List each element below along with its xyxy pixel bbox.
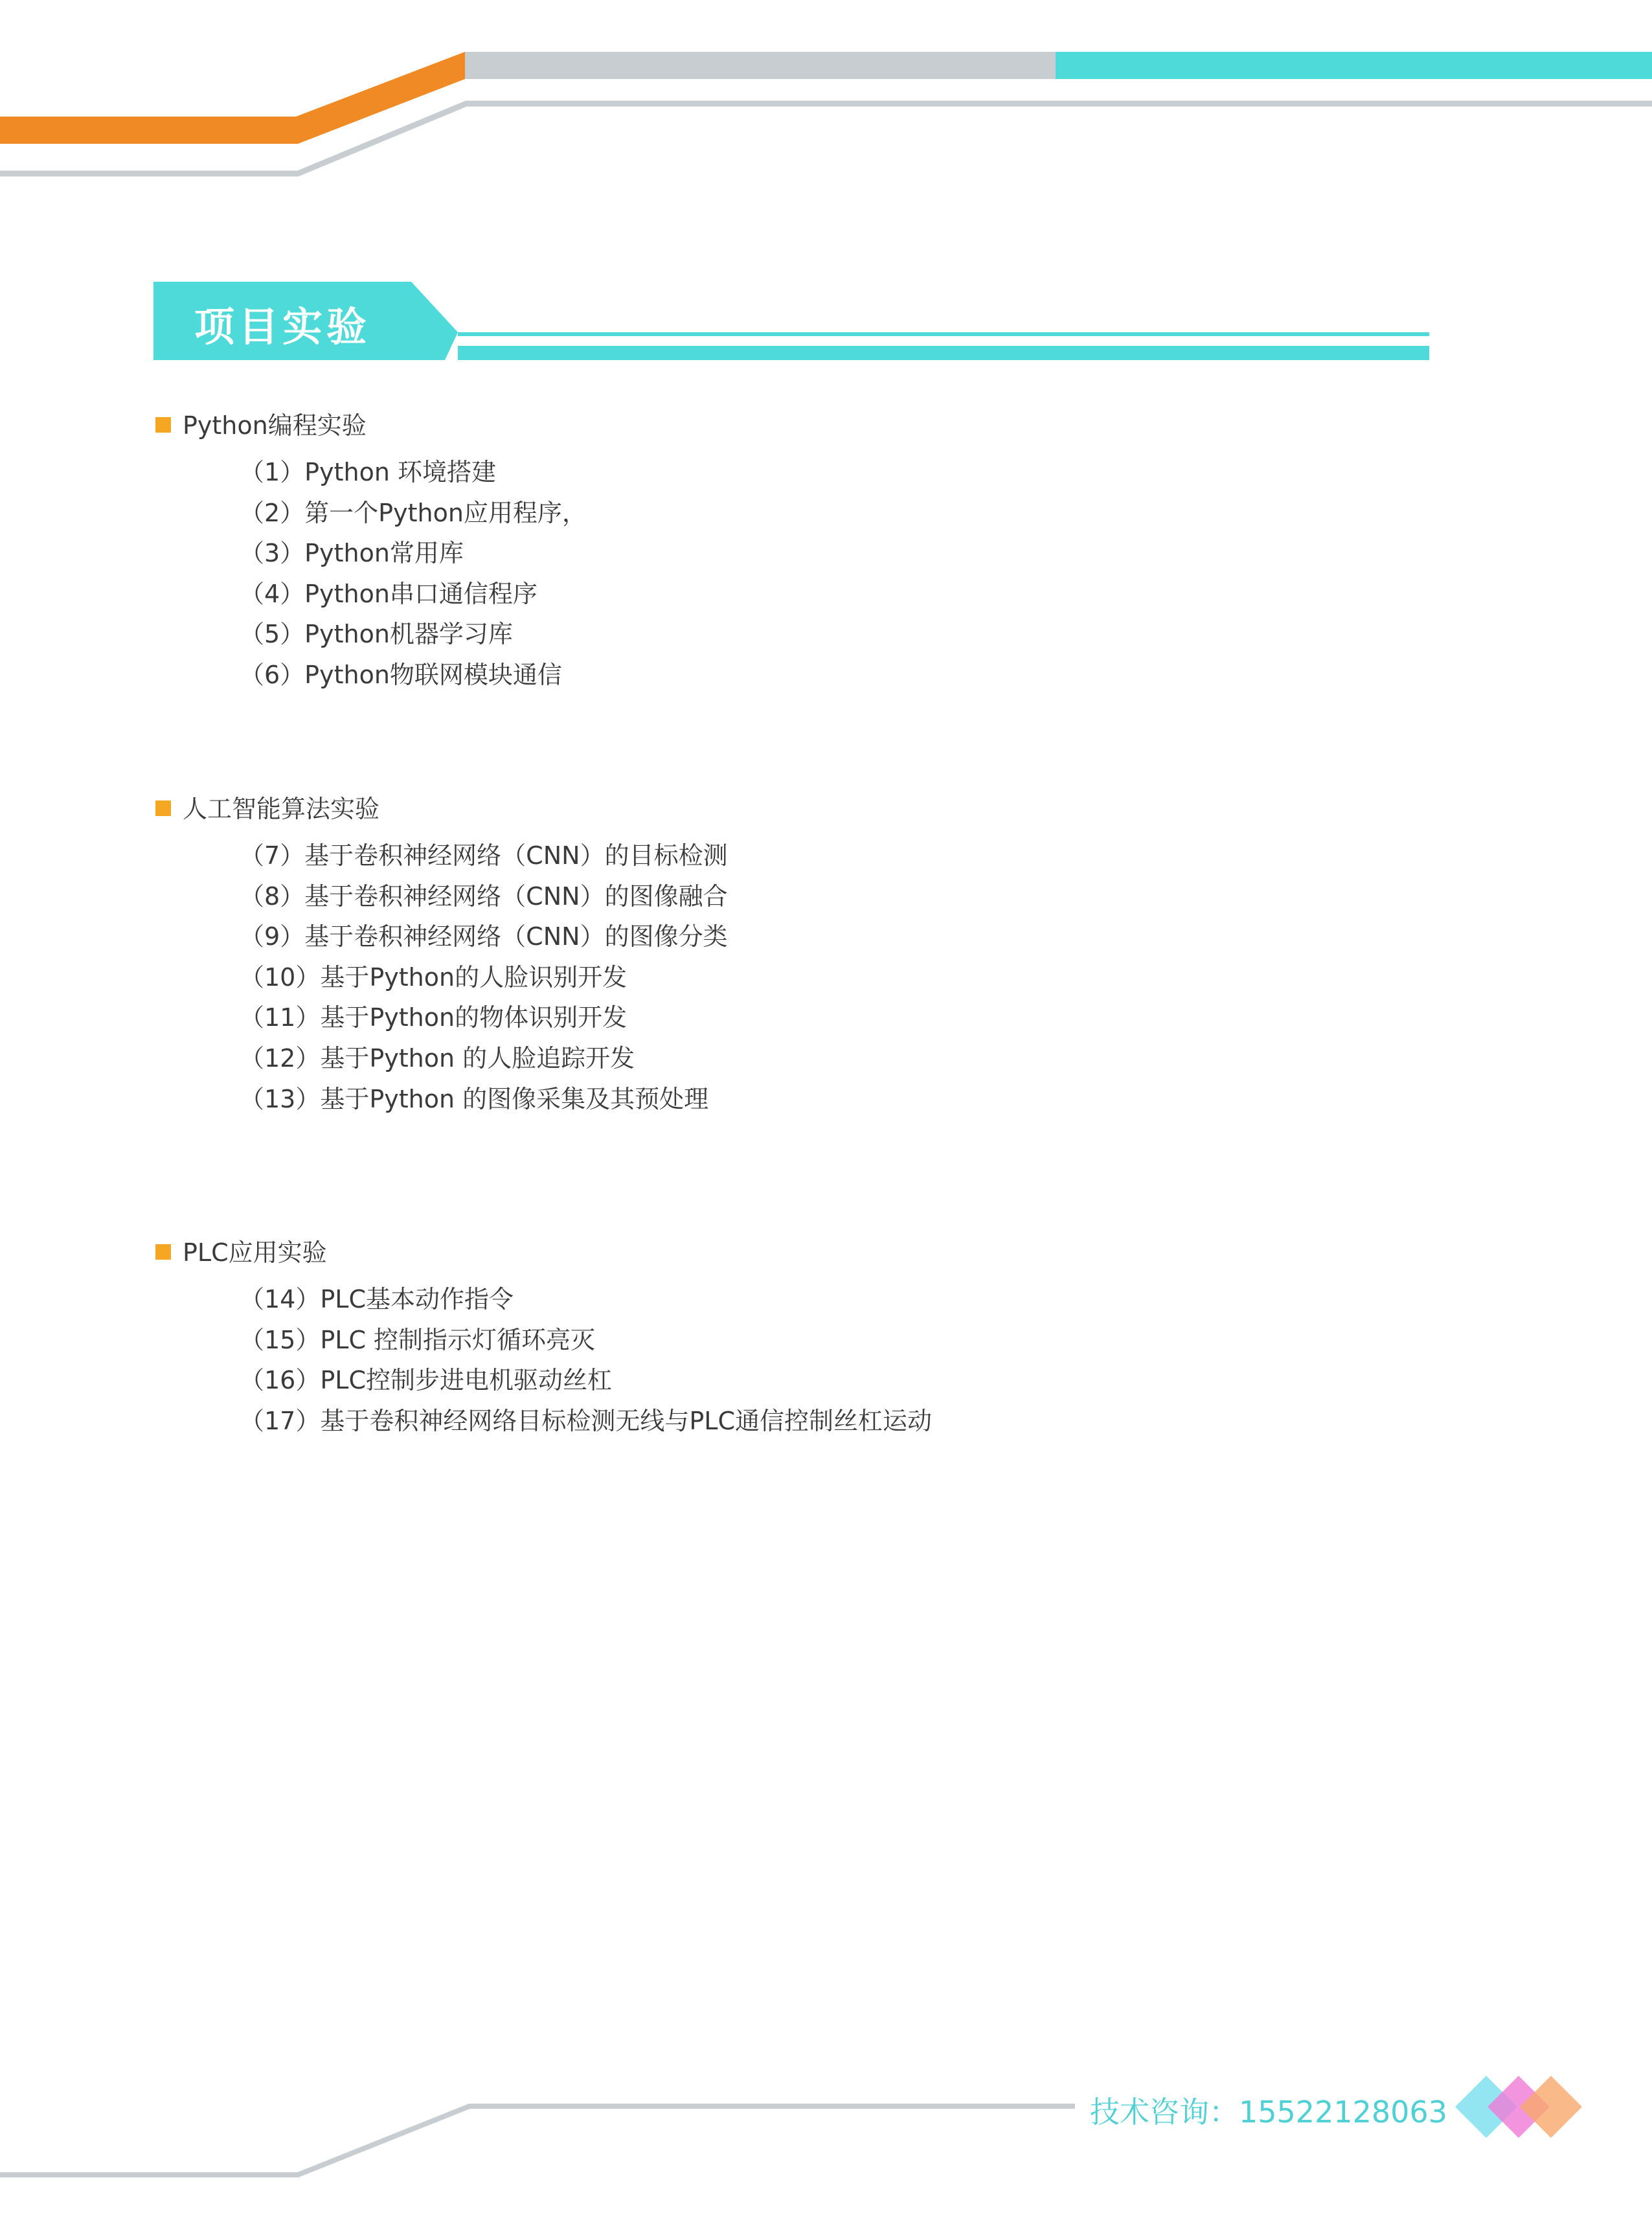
list-item: （14）PLC基本动作指令 (240, 1285, 514, 1313)
list-item: （1）Python 环境搭建 (240, 458, 496, 486)
top-decoration (0, 0, 1652, 194)
list-item: （3）Python常用库 (240, 539, 464, 568)
list-item: （4）Python串口通信程序 (240, 579, 537, 608)
category-heading: Python编程实验 (183, 411, 367, 440)
square-bullet-icon (155, 417, 171, 433)
contact-info: 技术咨询：15522128063 (1090, 2095, 1447, 2129)
list-item: （7）基于卷积神经网络（CNN）的目标检测 (240, 841, 728, 870)
category-python (155, 405, 367, 441)
square-bullet-icon (155, 1244, 171, 1260)
list-item: （15）PLC 控制指示灯循环亮灭 (240, 1325, 596, 1354)
list-item: （16）PLC控制步进电机驱动丝杠 (240, 1366, 612, 1395)
list-item: （17）基于卷积神经网络目标检测无线与PLC通信控制丝杠运动 (240, 1406, 932, 1435)
square-bullet-icon (155, 801, 171, 816)
list-item: （5）Python机器学习库 (240, 620, 513, 649)
python-items-list (240, 452, 587, 696)
list-item: （9）基于卷积神经网络（CNN）的图像分类 (240, 922, 728, 951)
list-item: （2）第一个Python应用程序， (240, 498, 587, 527)
category-plc (155, 1232, 327, 1268)
list-item: （6）Python物联网模块通信 (240, 660, 562, 689)
list-item: （10）基于Python的人脸识别开发 (240, 962, 628, 992)
banner-title: 项目实验 (194, 303, 371, 350)
list-item: （12）基于Python 的人脸追踪开发 (240, 1043, 635, 1073)
diamond-logo-icon (1454, 2069, 1590, 2147)
list-item: （11）基于Python的物体识别开发 (240, 1003, 628, 1032)
list-item: （13）基于Python 的图像采集及其预处理 (240, 1084, 709, 1113)
category-heading: PLC应用实验 (183, 1238, 327, 1267)
list-item: （8）基于卷积神经网络（CNN）的图像融合 (240, 881, 728, 911)
category-heading: 人工智能算法实验 (183, 795, 380, 823)
ai-items-list (240, 835, 728, 1119)
category-ai (155, 789, 379, 824)
plc-items-list (240, 1279, 932, 1441)
